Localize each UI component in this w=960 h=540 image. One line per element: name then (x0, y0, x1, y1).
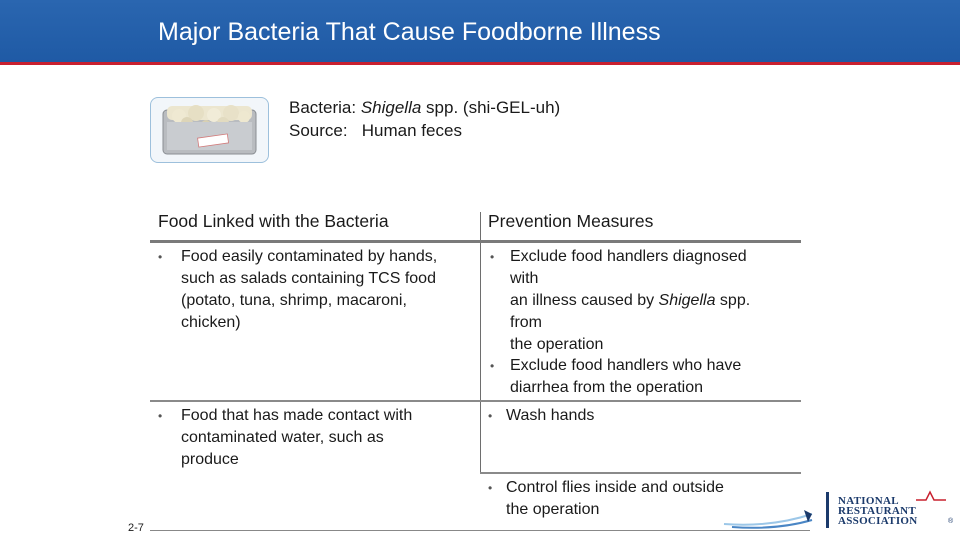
bullet: • (490, 359, 495, 373)
swoosh-icon (722, 500, 814, 530)
source-line: Source: Human feces (289, 121, 462, 140)
source-value: Human feces (361, 121, 462, 140)
row1-prevention-b: Exclude food handlers who have diarrhea from the operation (510, 357, 742, 396)
column-divider (480, 212, 481, 472)
food-column-header: Food Linked with the Bacteria (158, 211, 389, 231)
logo-line-3: ASSOCIATION (838, 515, 918, 527)
food-pan-image (150, 97, 269, 163)
row2-food-cell: Food that has made contact with contaminated water, such as produce (181, 407, 413, 468)
source-label: Source (289, 121, 343, 140)
logo-wave-icon (916, 490, 946, 502)
bullet: • (488, 481, 493, 495)
bullet: • (158, 250, 163, 264)
prevention-column-header: Prevention Measures (488, 211, 654, 231)
bacteria-genus: Shigella (360, 98, 422, 117)
registered-mark: ® (948, 518, 954, 525)
row-divider (150, 400, 801, 402)
header-divider (150, 240, 801, 243)
logo-line-2: RESTAURANT (838, 505, 916, 517)
slide-number: 2-7 (128, 522, 144, 534)
footer-rule (150, 530, 810, 531)
logo-bar (826, 492, 829, 528)
row3-prevention-cell: Control flies inside and outside the operation (506, 479, 724, 518)
logo-line-1: NATIONAL (838, 495, 899, 507)
bacteria-species: spp. (shi-GEL-uh) (421, 98, 561, 117)
row1-prevention-a: Exclude food handlers diagnosed with an illness caused by Shigella spp. from the operation (510, 248, 751, 353)
bullet: • (488, 409, 493, 423)
bacteria-label: Bacteria (289, 98, 352, 117)
bullet: • (158, 409, 163, 423)
bacteria-info (289, 96, 560, 142)
nra-logo (826, 490, 956, 530)
slide-title: Major Bacteria That Cause Foodborne Illness (158, 18, 661, 46)
bacteria-line: Bacteria: Shigella spp. (shi-GEL-uh) (289, 98, 561, 117)
row-divider (480, 472, 801, 474)
row1-food-cell: Food easily contaminated by hands, such as salads containing TCS food (potato, tuna, shrimp, macaroni, chicken) (181, 248, 438, 331)
title-bar (0, 0, 960, 65)
bullet: • (490, 250, 495, 264)
row2-prevention-cell: Wash hands (506, 407, 595, 424)
